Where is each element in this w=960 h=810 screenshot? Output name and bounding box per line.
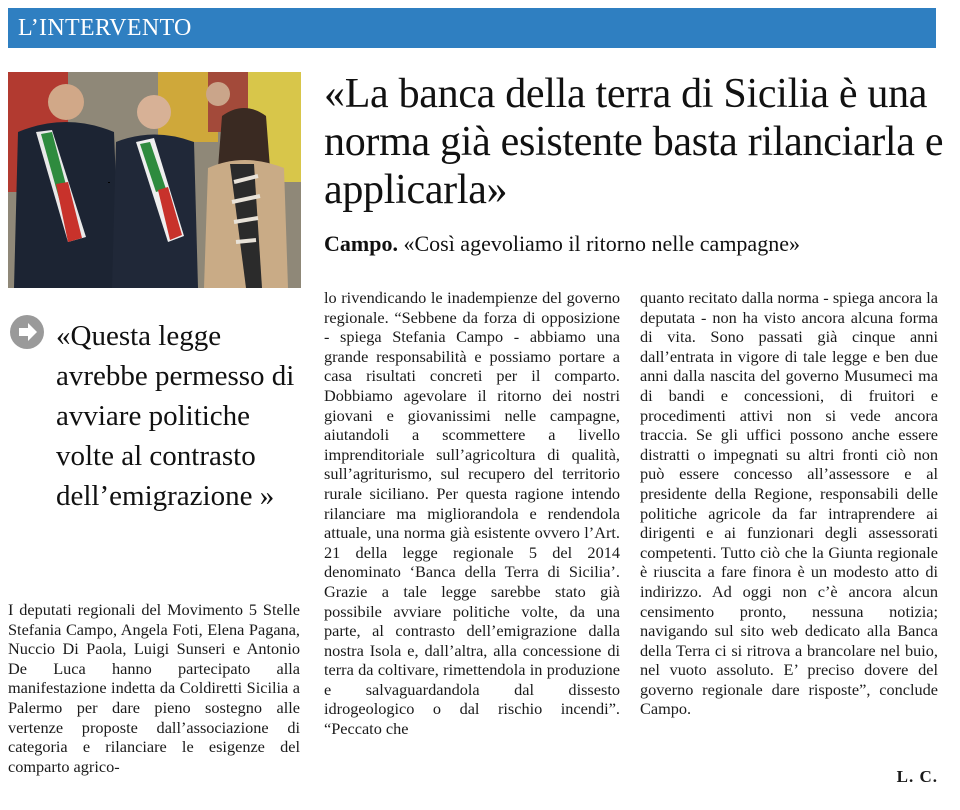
subheadline-lead: Campo. bbox=[324, 231, 398, 256]
body-column-2: lo rivendicando le inadempienze del governo regionale. “Sebbene da forza di opposizione - spiega Stefania Campo - abbiamo una grande responsabilità e possiamo portare a casa risultati concreti per il comparto. Dobbiamo agevolare il ritorno dei nostri giovani e giovanissimi nelle campagne, aiutandoli a scommettere a livello imprenditoriale sull’agricoltura di qualità, sull’agriturismo, sul recupero del territorio rurale siciliano. Per questa ragione intendo rilanciare ma migliorandola e rendendola attuale, una norma già esistente ovvero l’Art. 21 della legge regionale 5 del 2014 denominato ‘Banca della Terra di Sicilia’. Grazie a tale legge sarebbe stato già possibile avviare politiche volte, da una parte, al contrasto dell’emigrazione dalla nostra Isola e, dall’altra, alla concessione di terra da coltivare, rimettendola in produzione e salvaguardandola dal dissesto idrogeologico o dal rischio incendi”. “Peccato che bbox=[324, 288, 620, 739]
body-column-1: I deputati regionali del Movimento 5 Stelle Stefania Campo, Angela Foti, Elena Pagana, Nuccio Di Paola, Luigi Sunseri e Antonio De Luca hanno partecipato alla manifestazione indetta da Coldiretti Sicilia a Palermo per dare pieno sostegno alle vertenze proposte dall’associazione di categoria e rilanciare le esigenze del comparto agrico- bbox=[8, 600, 300, 776]
article-subheadline bbox=[324, 230, 944, 258]
body-column-3: quanto recitato dalla norma - spiega ancora la deputata - non ha visto ancora alcuna forma di vita. Sono passati già cinque anni dall’entrata in vigore di tale legge e ben due anni dalla nascita del governo Musumeci ma di bandi e concessioni, di fruitori e procedimenti attivi non si vede ancora traccia. Se gli uffici possono anche essere distratti o impegnati su altri fronti ciò non può essere concesso all’assessore e al presidente della Regione, responsabili delle politiche agricole da far intraprendere ai dirigenti e ai funzionari degli assessorati competenti. Tutto ciò che la Giunta regionale è riuscita a fare finora è un modesto atto di indirizzo. Ad oggi non c’è ancora alcun censimento pronto, nessuna notizia; navigando sul sito web dedicato alla Banca della Terra ci si ritrova a brancolare nel buio, nel vuoto assoluto. E’ preciso dovere del governo regionale dare risposte”, conclude Campo. bbox=[640, 288, 938, 719]
photo-illustration bbox=[8, 72, 301, 288]
pull-quote: «Questa legge avrebbe permesso di avviare politiche volte al contrasto dell’emigrazione » bbox=[56, 320, 295, 512]
section-rubric bbox=[8, 8, 936, 48]
subheadline-text: «Così agevoliamo il ritorno nelle campagne» bbox=[397, 231, 800, 256]
author-signature: L. C. bbox=[896, 767, 938, 786]
article-photo bbox=[8, 72, 301, 288]
section-label: L’INTERVENTO bbox=[18, 15, 192, 41]
article-headline: «La banca della terra di Sicilia è una norma già esistente basta rilanciarla e applicarla» bbox=[324, 71, 944, 213]
arrow-right-circle-icon bbox=[10, 315, 44, 349]
